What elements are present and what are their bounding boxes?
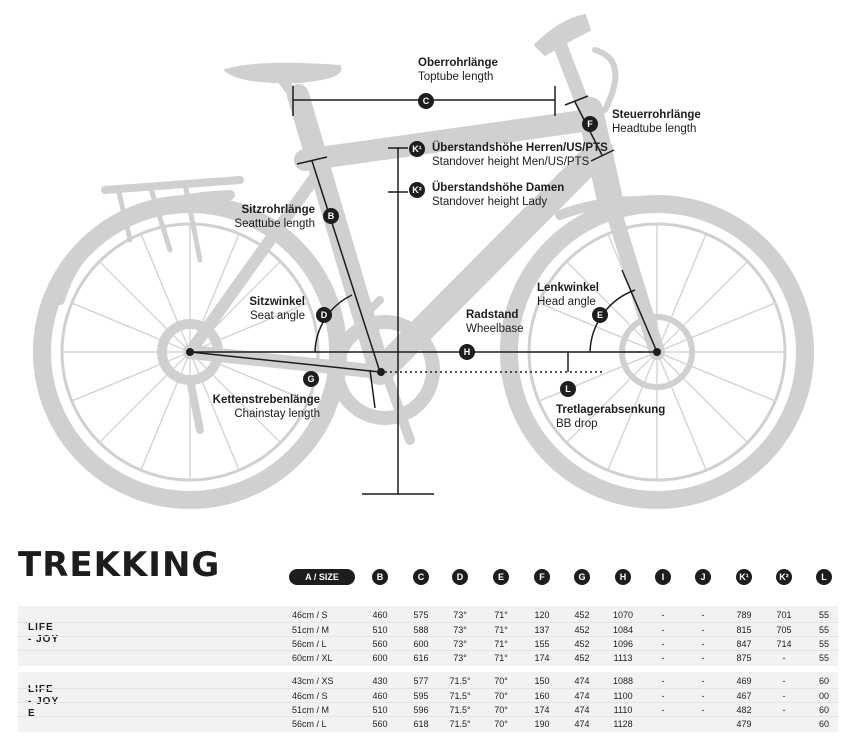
value-cell: 815 xyxy=(736,625,752,635)
value-cell: 600 xyxy=(413,639,429,649)
value-cell: 137 xyxy=(534,625,550,635)
size-cell: 51cm / M xyxy=(292,625,330,635)
table-row xyxy=(18,650,838,665)
value-cell: 70° xyxy=(494,691,508,701)
label-standover-lady-de: Überstandshöhe Damen xyxy=(432,182,565,194)
value-cell: 616 xyxy=(413,653,429,663)
column-header-10: K¹ xyxy=(736,569,752,585)
column-header-1: B xyxy=(372,569,388,585)
label-wheelbase-en: Wheelbase xyxy=(466,323,524,335)
column-header-3: D xyxy=(452,569,468,585)
bike-silhouette xyxy=(42,15,805,500)
value-cell: 60 xyxy=(818,705,829,715)
label-seat-angle xyxy=(214,295,305,323)
label-head-angle xyxy=(537,281,599,309)
value-cell: 00 xyxy=(818,691,829,701)
value-cell: 575 xyxy=(413,610,429,620)
value-cell: - xyxy=(661,676,665,686)
size-cell: 56cm / L xyxy=(292,639,327,649)
label-head-angle-de: Lenkwinkel xyxy=(537,282,599,294)
value-cell: 70° xyxy=(494,705,508,715)
table-row xyxy=(18,688,838,703)
value-cell: 705 xyxy=(776,625,792,635)
value-cell: 71° xyxy=(494,625,508,635)
value-cell: - xyxy=(661,705,665,715)
label-chainstay-de: Kettenstrebenlänge xyxy=(212,394,320,406)
value-cell: 190 xyxy=(534,719,550,729)
value-cell: 55 xyxy=(818,653,829,663)
label-bb-drop-de: Tretlagerabsenkung xyxy=(556,404,666,416)
label-headtube-en: Headtube length xyxy=(612,123,697,135)
value-cell: 60 xyxy=(818,719,829,729)
marker-d: D xyxy=(316,307,332,323)
value-cell: 474 xyxy=(574,676,590,686)
table-row xyxy=(18,702,838,717)
label-toptube-de: Oberrohrlänge xyxy=(418,57,498,69)
label-seattube-de: Sitzrohrlänge xyxy=(241,204,315,216)
label-bb-drop xyxy=(556,403,665,431)
label-bb-drop-en: BB drop xyxy=(556,418,598,430)
value-cell: 577 xyxy=(413,676,429,686)
table-row xyxy=(18,608,838,622)
value-cell: 1088 xyxy=(612,676,634,686)
value-cell: 1100 xyxy=(613,691,633,701)
label-chainstay-en: Chainstay length xyxy=(234,408,320,420)
column-header-9: J xyxy=(695,569,711,585)
model-name-line: - JOY xyxy=(28,634,60,645)
value-cell: 875 xyxy=(736,653,752,663)
value-cell: 847 xyxy=(736,639,752,649)
value-cell: 588 xyxy=(413,625,429,635)
label-head-angle-en: Head angle xyxy=(537,296,596,308)
marker-g: G xyxy=(303,371,319,387)
value-cell: 714 xyxy=(776,639,792,649)
value-cell: - xyxy=(701,610,705,620)
value-cell: 560 xyxy=(372,639,388,649)
marker-f: F xyxy=(582,116,598,132)
table-row xyxy=(18,622,838,637)
label-headtube-de: Steuerrohrlänge xyxy=(612,109,701,121)
marker-k2: K² xyxy=(409,182,425,198)
value-cell: 73° xyxy=(453,653,467,663)
model-name-line: E xyxy=(28,708,36,719)
size-cell: 60cm / XL xyxy=(292,653,333,663)
column-header-4: E xyxy=(493,569,509,585)
label-wheelbase xyxy=(466,308,524,336)
value-cell: 71° xyxy=(494,639,508,649)
label-wheelbase-de: Radstand xyxy=(466,309,519,321)
model-name-line: - JOY xyxy=(28,696,60,707)
value-cell: 174 xyxy=(534,653,550,663)
label-toptube-en: Toptube length xyxy=(418,71,494,83)
value-cell: 460 xyxy=(372,610,388,620)
table-title: TREKKING xyxy=(18,545,221,585)
column-header-2: C xyxy=(413,569,429,585)
value-cell: 452 xyxy=(574,639,590,649)
label-seattube-en: Seattube length xyxy=(234,218,315,230)
value-cell: 73° xyxy=(453,610,467,620)
table-row xyxy=(18,716,838,731)
value-cell: - xyxy=(661,625,665,635)
label-standover-men-de: Überstandshöhe Herren/US/PTS xyxy=(432,142,608,154)
value-cell: - xyxy=(701,653,705,663)
model-name-line: LIFE xyxy=(28,684,54,695)
value-cell: 71.5° xyxy=(449,691,471,701)
size-column-header: A / SIZE xyxy=(289,569,355,585)
value-cell: 60 xyxy=(818,676,829,686)
column-header-5: F xyxy=(534,569,550,585)
value-cell: - xyxy=(701,639,705,649)
value-cell: 1096 xyxy=(612,639,634,649)
value-cell: 155 xyxy=(534,639,550,649)
value-cell: 174 xyxy=(534,705,550,715)
size-cell: 46cm / S xyxy=(292,691,328,701)
size-cell: 51cm / M xyxy=(292,705,330,715)
value-cell: 452 xyxy=(574,653,590,663)
model-group xyxy=(18,672,838,732)
value-cell: 71.5° xyxy=(449,719,471,729)
value-cell: 1084 xyxy=(612,625,634,635)
value-cell: 71.5° xyxy=(449,705,471,715)
value-cell: 120 xyxy=(534,610,550,620)
table-row xyxy=(18,636,838,651)
value-cell: 482 xyxy=(736,705,752,715)
label-chainstay xyxy=(180,393,320,421)
value-cell: 595 xyxy=(413,691,429,701)
label-standover-men xyxy=(432,141,608,169)
value-cell: 460 xyxy=(372,691,388,701)
table-row xyxy=(18,674,838,688)
value-cell: 70° xyxy=(494,719,508,729)
label-toptube xyxy=(418,56,498,84)
value-cell: 596 xyxy=(413,705,429,715)
value-cell: 71° xyxy=(494,653,508,663)
value-cell: - xyxy=(701,705,705,715)
value-cell: - xyxy=(661,653,665,663)
marker-k1: K¹ xyxy=(409,141,425,157)
value-cell: 479 xyxy=(736,719,752,729)
value-cell: - xyxy=(782,691,786,701)
column-header-6: G xyxy=(574,569,590,585)
marker-c: C xyxy=(418,93,434,109)
column-header-11: K² xyxy=(776,569,792,585)
value-cell: 1070 xyxy=(612,610,634,620)
value-cell: 1113 xyxy=(613,653,633,663)
value-cell: 55 xyxy=(818,639,829,649)
size-cell: 56cm / L xyxy=(292,719,327,729)
value-cell: - xyxy=(782,676,786,686)
value-cell: - xyxy=(661,639,665,649)
marker-e: E xyxy=(592,307,608,323)
value-cell: 510 xyxy=(372,705,388,715)
value-cell: 73° xyxy=(453,639,467,649)
value-cell: 55 xyxy=(818,610,829,620)
value-cell: 430 xyxy=(372,676,388,686)
value-cell: 1110 xyxy=(613,705,633,715)
value-cell: 452 xyxy=(574,610,590,620)
label-seat-angle-en: Seat angle xyxy=(250,310,305,322)
value-cell: - xyxy=(701,676,705,686)
size-cell: 43cm / XS xyxy=(292,676,334,686)
value-cell: - xyxy=(782,705,786,715)
marker-h: H xyxy=(459,344,475,360)
value-cell: 560 xyxy=(372,719,388,729)
value-cell: 73° xyxy=(453,625,467,635)
value-cell: 474 xyxy=(574,691,590,701)
value-cell: 71.5° xyxy=(449,676,471,686)
value-cell: 474 xyxy=(574,705,590,715)
column-header-12: L xyxy=(816,569,832,585)
value-cell: - xyxy=(701,625,705,635)
value-cell: 600 xyxy=(372,653,388,663)
label-standover-lady xyxy=(432,181,564,209)
value-cell: 70° xyxy=(494,676,508,686)
marker-l: L xyxy=(560,381,576,397)
label-seattube xyxy=(214,203,315,231)
label-headtube xyxy=(612,108,701,136)
value-cell: - xyxy=(661,610,665,620)
value-cell: 789 xyxy=(736,610,752,620)
value-cell: 474 xyxy=(574,719,590,729)
label-standover-men-en: Standover height Men/US/PTS xyxy=(432,156,590,168)
value-cell: - xyxy=(782,653,786,663)
value-cell: 618 xyxy=(413,719,429,729)
column-header-7: H xyxy=(615,569,631,585)
value-cell: 150 xyxy=(534,676,550,686)
value-cell: 1128 xyxy=(613,719,633,729)
value-cell: 55 xyxy=(818,625,829,635)
value-cell: - xyxy=(701,691,705,701)
model-group xyxy=(18,606,838,666)
column-header-8: I xyxy=(655,569,671,585)
value-cell: 701 xyxy=(776,610,792,620)
marker-b: B xyxy=(323,208,339,224)
value-cell: 71° xyxy=(494,610,508,620)
value-cell: 510 xyxy=(372,625,388,635)
label-standover-lady-en: Standover height Lady xyxy=(432,196,548,208)
size-cell: 46cm / S xyxy=(292,610,328,620)
value-cell: 467 xyxy=(736,691,752,701)
value-cell: - xyxy=(661,691,665,701)
value-cell: 469 xyxy=(736,676,752,686)
value-cell: 160 xyxy=(534,691,550,701)
value-cell: 452 xyxy=(574,625,590,635)
model-name-line: LIFE xyxy=(28,622,54,633)
label-seat-angle-de: Sitzwinkel xyxy=(249,296,305,308)
